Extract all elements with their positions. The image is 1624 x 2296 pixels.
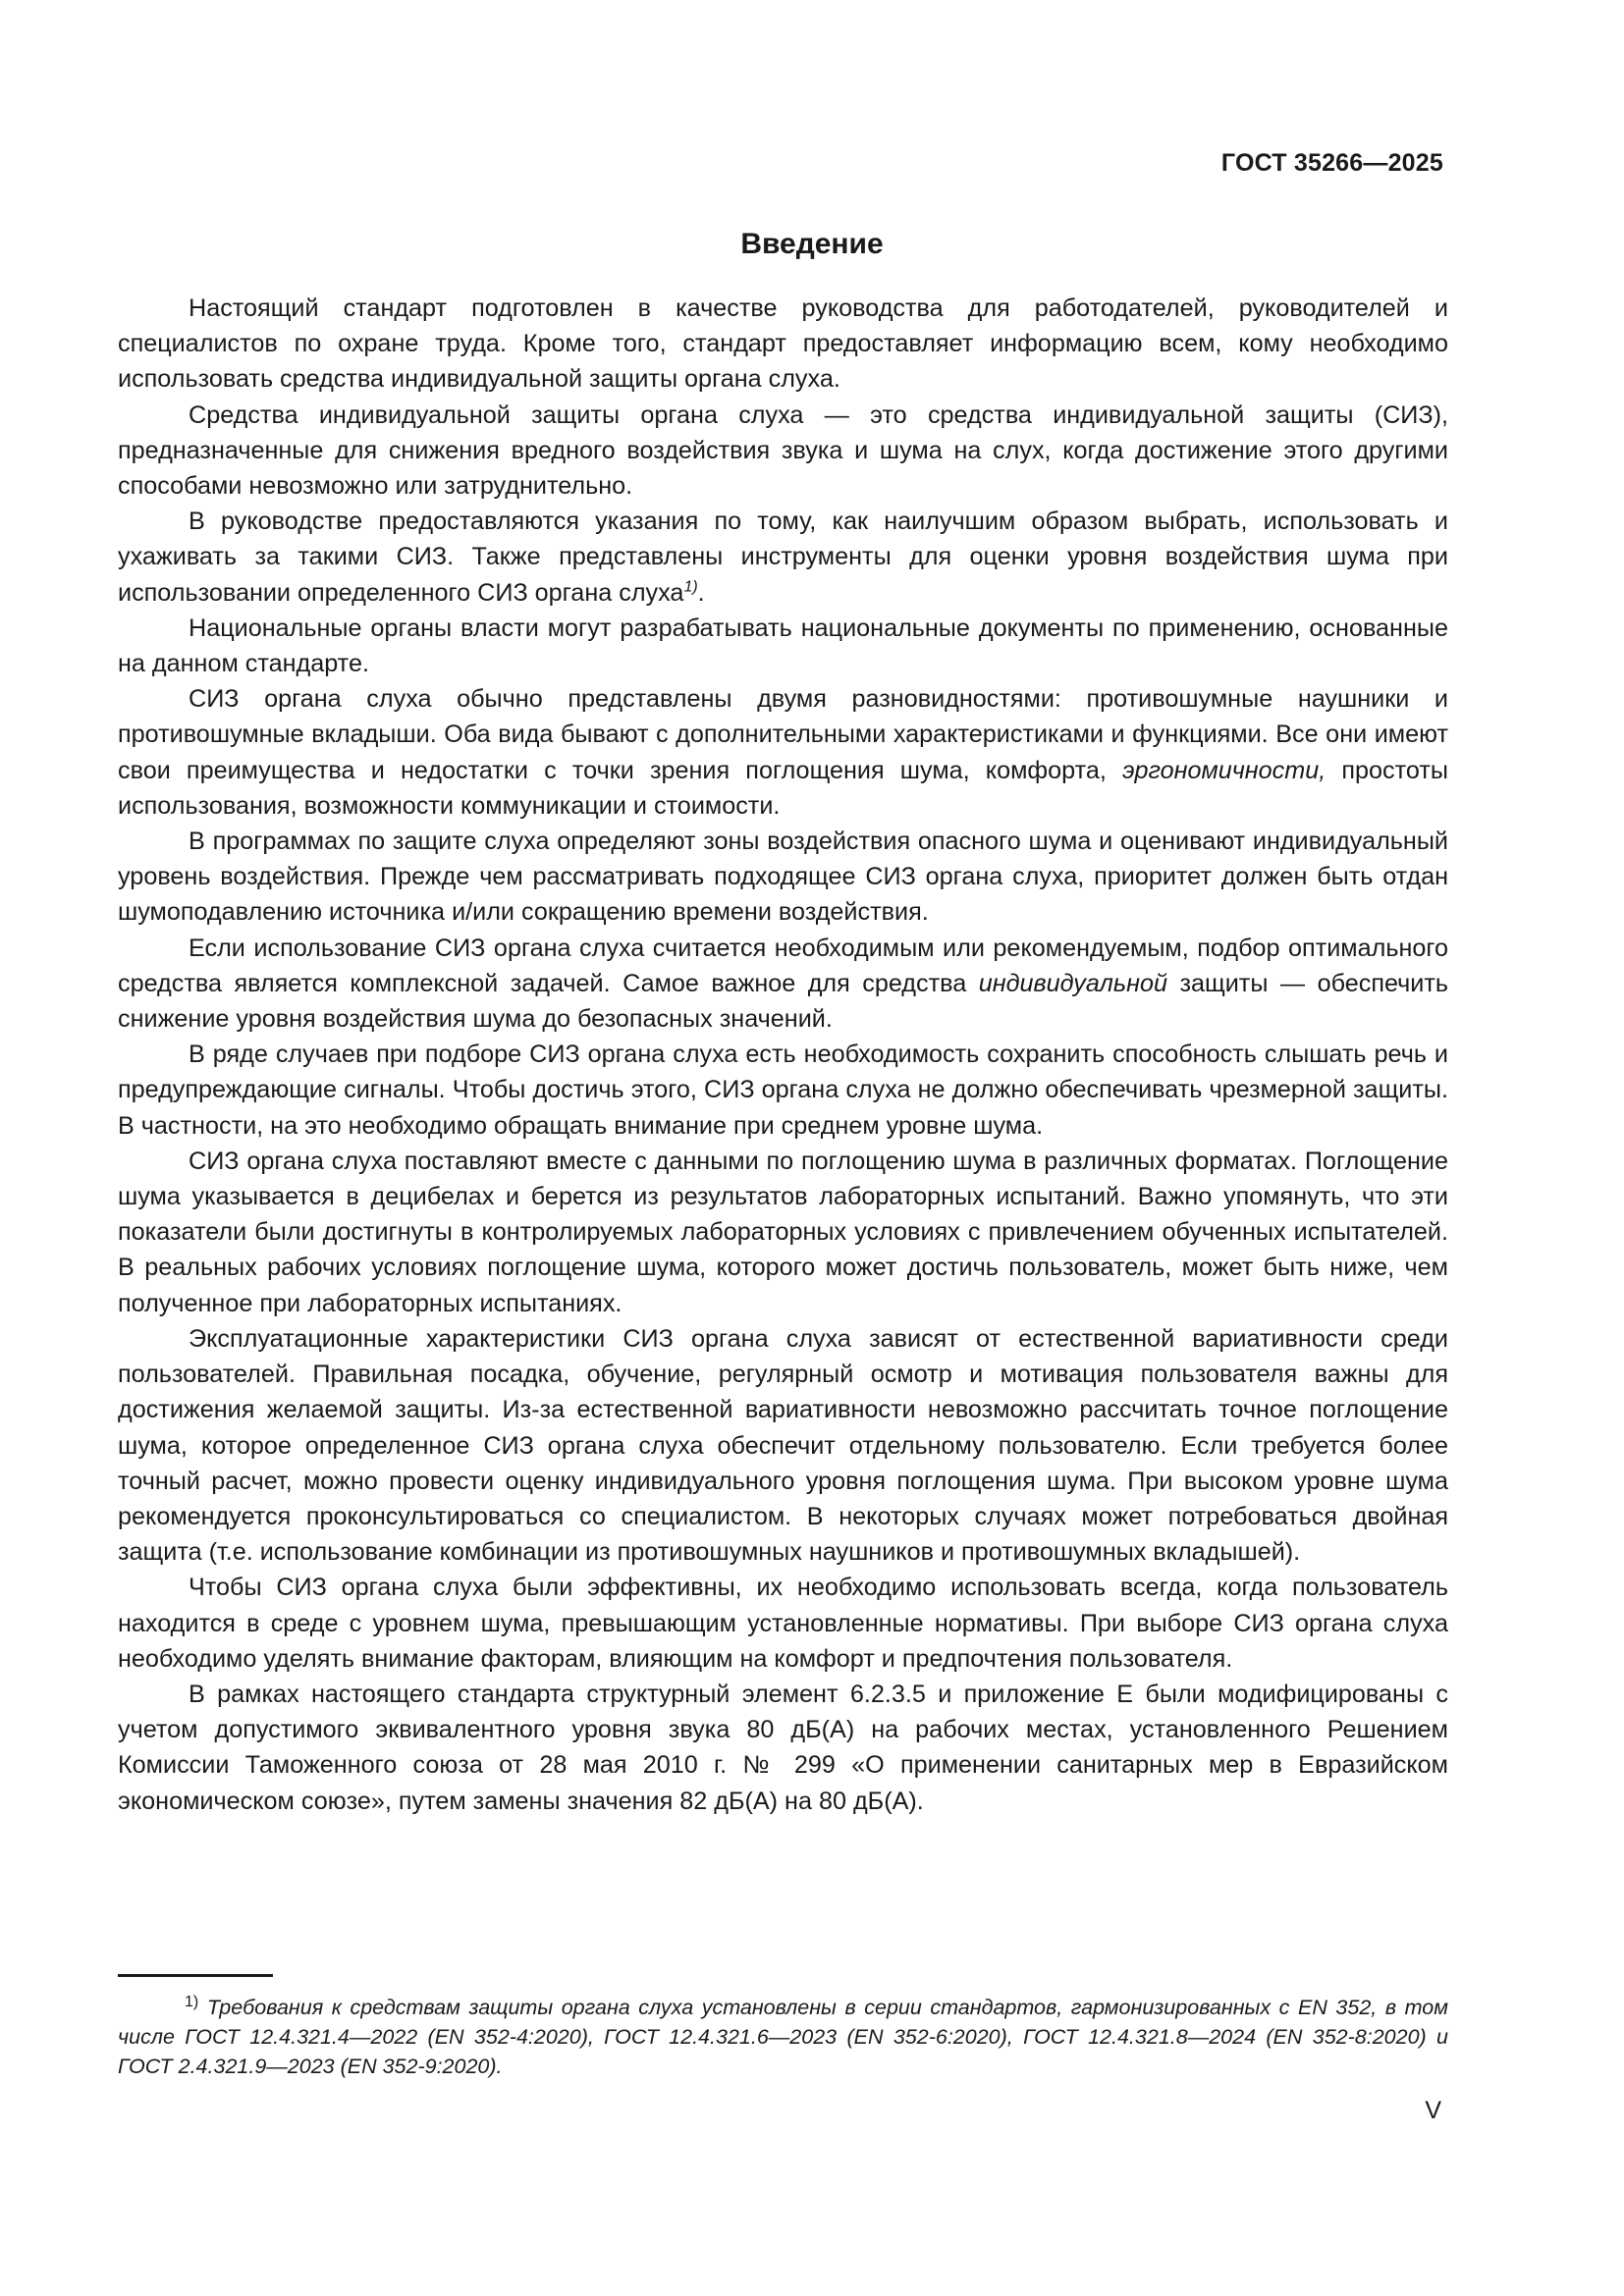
page-number: V [1425,2097,1441,2124]
paragraph-text: СИЗ органа слуха поставляют вместе с данными по поглощению шума в различных форматах. Поглощение шума указывается в децибелах и берется из результатов лабораторных испытаний. Важно упомянуть, что эти показатели были достигнуты в контролируемых лабораторных условиях с привлечением обученных испытателей. В реальных рабочих условиях поглощение шума, которого может достичь пользователь, может быть ниже, чем полученное при лабораторных испытаниях. [118,1147,1448,1317]
footnote-divider [118,1974,273,1977]
paragraph-text-after: простоты использования, возможности коммуникации и стоимости. [118,756,1448,820]
paragraph-4 [118,611,1448,681]
paragraph-9 [118,1144,1448,1321]
paragraph-6 [118,824,1448,931]
paragraph-text: В программах по защите слуха определяют зоны воздействия опасного шума и оценивают индивидуальный уровень воздействия. Прежде чем рассматривать подходящее СИЗ органа слуха, приоритет должен быть отдан шумоподавлению источника и/или сокращению времени воздействия. [118,828,1448,927]
footnote-text: Требования к средствам защиты органа слуха установлены в серии стандартов, гармонизированных с EN 352, в том числе ГОСТ 12.4.321.4—2022 (EN 352-4:2020), ГОСТ 12.4.321.6—2023 (EN 352-6:2020), ГОСТ 12.4.321.8—2024 (EN 352-8:2020) и ГОСТ 2.4.321.9—2023 (EN 352-9:2020). [118,1996,1448,2078]
paragraph-text: Если использование СИЗ органа слуха считается необходимым или рекомендуемым, подбор оптимального средства является комплексной задачей. Самое важное для средства [118,934,1448,997]
paragraph-text: Эксплуатационные характеристики СИЗ органа слуха зависят от естественной вариативности среди пользователей. Правильная посадка, обучение, регулярный осмотр и мотивация пользователя важны для достижения желаемой защиты. Из-за естественной вариативности невозможно рассчитать точное поглощение шума, которое определенное СИЗ органа слуха обеспечит отдельному пользователю. Если требуется более точный расчет, можно провести оценку индивидуального уровня поглощения шума. При высоком уровне шума рекомендуется проконсультироваться со специалистом. В некоторых случаях может потребоваться двойная защита (т.е. использование комбинации из противошумных наушников и противошумных вкладышей). [118,1324,1448,1567]
paragraph-10 [118,1321,1448,1570]
paragraph-text: Настоящий стандарт подготовлен в качестве руководства для работодателей, руководителей и специалистов по охране труда. Кроме того, стандарт предоставляет информацию всем, кому необходимо использовать средства индивидуальной защиты органа слуха. [118,294,1448,394]
footnote [118,1993,1448,2081]
footnote-paragraph [118,1993,1448,2081]
paragraph-11 [118,1570,1448,1677]
paragraph-1 [118,291,1448,398]
paragraph-text-after: защиты — обеспечить снижение уровня воздействия шума до безопасных значений. [118,969,1448,1034]
paragraph-text: В ряде случаев при подборе СИЗ органа слуха есть необходимость сохранить способность слышать речь и предупреждающие сигналы. Чтобы достичь этого, СИЗ органа слуха не должно обеспечивать чрезмерной защиты. В частности, на это необходимо обращать внимание при среднем уровне шума. [118,1041,1448,1140]
section-title: Введение [740,228,884,260]
paragraph-2 [118,398,1448,505]
footnote-reference-marker: 1) [683,578,698,596]
document-code: ГОСТ 35266—2025 [1220,149,1443,177]
body-text [118,291,1448,1819]
paragraph-12 [118,1677,1448,1819]
footnote-reference[interactable] [683,578,697,595]
paragraph-text: В рамках настоящего стандарта структурный элемент 6.2.3.5 и приложение Е были модифицированы с учетом допустимого эквивалентного уровня звука 80 дБ(А) на рабочих местах, установленного Решением Комиссии Таможенного союза от 28 мая 2010 г. № 299 «О применении санитарных мер в Евразийском экономическом союзе», путем замены значения 82 дБ(А) на 80 дБ(А). [118,1680,1448,1815]
italic-term: эргономичности, [1122,756,1326,784]
paragraph-text: СИЗ органа слуха обычно представлены двумя разновидностями: противошумные наушники и противошумные вкладыши. Оба вида бывают с дополнительными характеристиками и функциями. Все они имеют свои преимущества и недостатки с точки зрения поглощения шума, комфорта, [118,685,1448,784]
footnote-marker: 1) [185,1993,199,2010]
paragraph-text-after: . [697,578,705,607]
paragraph-text: Средства индивидуальной защиты органа слуха — это средства индивидуальной защиты (СИЗ), предназначенные для снижения вредного воздействия звука и шума на слух, когда достижение этого другими способами невозможно или затруднительно. [118,400,1448,501]
paragraph-3 [118,504,1448,611]
paragraph-7 [118,931,1448,1038]
paragraph-text: В руководстве предоставляются указания по тому, как наилучшим образом выбрать, использовать и ухаживать за такими СИЗ. Также представлены инструменты для оценки уровня воздействия шума при использовании определенного СИЗ органа слуха [118,507,1448,607]
paragraph-5 [118,681,1448,824]
paragraph-text: Национальные органы власти могут разрабатывать национальные документы по применению, основанные на данном стандарте. [118,614,1448,678]
paragraph-text: Чтобы СИЗ органа слуха были эффективны, их необходимо использовать всегда, когда пользователь находится в среде с уровнем шума, превышающим установленные нормативы. При выборе СИЗ органа слуха необходимо уделять внимание факторам, влияющим на комфорт и предпочтения пользователя. [118,1574,1448,1673]
italic-term: индивидуальной [978,969,1167,997]
paragraph-8 [118,1037,1448,1144]
